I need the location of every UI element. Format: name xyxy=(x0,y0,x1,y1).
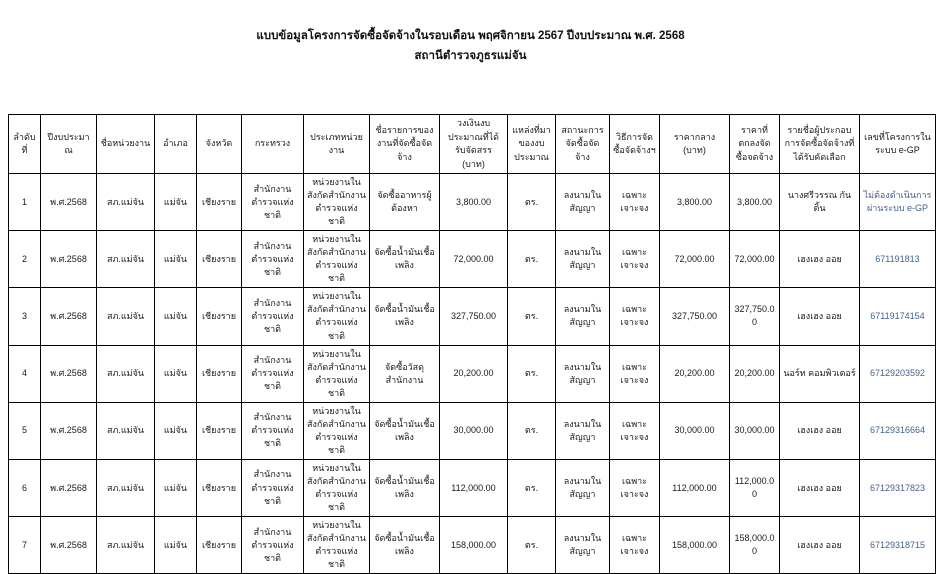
cell-seq: 6 xyxy=(9,459,41,516)
cell-budget-source: ตร. xyxy=(508,174,556,231)
document-title-line2: สถานีตำรวจภูธรแม่จัน xyxy=(414,50,527,63)
cell-budget-source: ตร. xyxy=(508,459,556,516)
cell-agency-name: สภ.แม่จัน xyxy=(97,517,155,574)
cell-province: เชียงราย xyxy=(197,231,242,288)
cell-median-price: 72,000.00 xyxy=(660,231,730,288)
cell-agency-type: หน่วยงานในสังกัดสำนักงานตำรวจแห่งชาติ xyxy=(304,459,370,516)
cell-ministry: สำนักงานตำรวจแห่งชาติ xyxy=(242,517,304,574)
cell-province: เชียงราย xyxy=(197,345,242,402)
procurement-table xyxy=(8,114,936,574)
cell-budget-amount: 112,000.00 xyxy=(440,459,508,516)
cell-method: เฉพาะเจาะจง xyxy=(610,459,660,516)
table-row xyxy=(9,517,936,574)
cell-item-name: จัดซื้ออาหารผู้ต้องหา xyxy=(370,174,440,231)
column-header-province: จังหวัด xyxy=(197,115,242,174)
cell-district: แม่จัน xyxy=(155,345,197,402)
column-header-fiscal-year: ปีงบประมาณ xyxy=(41,115,97,174)
cell-budget-source: ตร. xyxy=(508,402,556,459)
cell-agency-type: หน่วยงานในสังกัดสำนักงานตำรวจแห่งชาติ xyxy=(304,288,370,345)
cell-method: เฉพาะเจาะจง xyxy=(610,345,660,402)
cell-agency-type: หน่วยงานในสังกัดสำนักงานตำรวจแห่งชาติ xyxy=(304,402,370,459)
table-row xyxy=(9,288,936,345)
table-row xyxy=(9,174,936,231)
cell-ministry: สำนักงานตำรวจแห่งชาติ xyxy=(242,345,304,402)
cell-vendor-name: เฮงเฮง ออย xyxy=(780,459,860,516)
cell-agency-type: หน่วยงานในสังกัดสำนักงานตำรวจแห่งชาติ xyxy=(304,231,370,288)
cell-agency-name: สภ.แม่จัน xyxy=(97,402,155,459)
column-header-seq: ลำดับที่ xyxy=(9,115,41,174)
cell-district: แม่จัน xyxy=(155,517,197,574)
table-header xyxy=(9,115,936,174)
cell-status: ลงนามในสัญญา xyxy=(556,459,610,516)
cell-ministry: สำนักงานตำรวจแห่งชาติ xyxy=(242,231,304,288)
column-header-ministry: กระทรวง xyxy=(242,115,304,174)
cell-agency-type: หน่วยงานในสังกัดสำนักงานตำรวจแห่งชาติ xyxy=(304,345,370,402)
cell-egp-number: ไม่ต้องดำเนินการผ่านระบบ e-GP xyxy=(860,174,936,231)
cell-budget-amount: 20,200.00 xyxy=(440,345,508,402)
cell-agency-name: สภ.แม่จัน xyxy=(97,345,155,402)
cell-budget-source: ตร. xyxy=(508,288,556,345)
cell-province: เชียงราย xyxy=(197,402,242,459)
cell-agreed-price: 20,200.00 xyxy=(730,345,780,402)
cell-fiscal-year: พ.ศ.2568 xyxy=(41,231,97,288)
cell-budget-source: ตร. xyxy=(508,517,556,574)
cell-seq: 3 xyxy=(9,288,41,345)
cell-agreed-price: 327,750.00 xyxy=(730,288,780,345)
cell-fiscal-year: พ.ศ.2568 xyxy=(41,174,97,231)
cell-egp-number: 67129318715 xyxy=(860,517,936,574)
cell-agency-name: สภ.แม่จัน xyxy=(97,288,155,345)
cell-status: ลงนามในสัญญา xyxy=(556,517,610,574)
cell-agency-name: สภ.แม่จัน xyxy=(97,231,155,288)
cell-province: เชียงราย xyxy=(197,288,242,345)
cell-district: แม่จัน xyxy=(155,231,197,288)
cell-seq: 2 xyxy=(9,231,41,288)
column-header-district: อำเภอ xyxy=(155,115,197,174)
cell-ministry: สำนักงานตำรวจแห่งชาติ xyxy=(242,402,304,459)
cell-egp-number: 67129203592 xyxy=(860,345,936,402)
column-header-method: วิธีการจัดซื้อจัดจ้างฯ xyxy=(610,115,660,174)
cell-item-name: จัดซื้อน้ำมันเชื้อเพลิง xyxy=(370,231,440,288)
cell-budget-source: ตร. xyxy=(508,231,556,288)
cell-fiscal-year: พ.ศ.2568 xyxy=(41,517,97,574)
table-row xyxy=(9,231,936,288)
cell-agreed-price: 72,000.00 xyxy=(730,231,780,288)
table-row xyxy=(9,402,936,459)
cell-vendor-name: นางศรีวรรณ กันติ้น xyxy=(780,174,860,231)
cell-district: แม่จัน xyxy=(155,288,197,345)
cell-budget-source: ตร. xyxy=(508,345,556,402)
document-page xyxy=(0,26,941,570)
cell-egp-number: 671191813 xyxy=(860,231,936,288)
cell-vendor-name: เฮงเฮง ออย xyxy=(780,288,860,345)
cell-budget-amount: 327,750.00 xyxy=(440,288,508,345)
cell-fiscal-year: พ.ศ.2568 xyxy=(41,459,97,516)
cell-seq: 5 xyxy=(9,402,41,459)
cell-status: ลงนามในสัญญา xyxy=(556,231,610,288)
cell-seq: 7 xyxy=(9,517,41,574)
cell-budget-amount: 30,000.00 xyxy=(440,402,508,459)
cell-fiscal-year: พ.ศ.2568 xyxy=(41,288,97,345)
cell-egp-number: 67129317823 xyxy=(860,459,936,516)
cell-egp-number: 67129316664 xyxy=(860,402,936,459)
cell-median-price: 158,000.00 xyxy=(660,517,730,574)
cell-vendor-name: เฮงเฮง ออย xyxy=(780,231,860,288)
cell-agency-name: สภ.แม่จัน xyxy=(97,459,155,516)
cell-status: ลงนามในสัญญา xyxy=(556,402,610,459)
cell-median-price: 112,000.00 xyxy=(660,459,730,516)
cell-agreed-price: 112,000.00 xyxy=(730,459,780,516)
cell-method: เฉพาะเจาะจง xyxy=(610,174,660,231)
column-header-status: สถานะการจัดซื้อจัดจ้าง xyxy=(556,115,610,174)
cell-agency-name: สภ.แม่จัน xyxy=(97,174,155,231)
column-header-budget-amount: วงเงินงบประมาณที่ได้รับจัดสรร (บาท) xyxy=(440,115,508,174)
cell-item-name: จัดซื้อน้ำมันเชื้อเพลิง xyxy=(370,517,440,574)
cell-method: เฉพาะเจาะจง xyxy=(610,231,660,288)
column-header-vendor-name: รายชื่อผู้ประกอบการจัดซื้อจัดจ้างที่ได้รับคัดเลือก xyxy=(780,115,860,174)
cell-item-name: จัดซื้อวัสดุสำนักงาน xyxy=(370,345,440,402)
cell-median-price: 30,000.00 xyxy=(660,402,730,459)
cell-district: แม่จัน xyxy=(155,402,197,459)
cell-budget-amount: 3,800.00 xyxy=(440,174,508,231)
cell-ministry: สำนักงานตำรวจแห่งชาติ xyxy=(242,174,304,231)
cell-status: ลงนามในสัญญา xyxy=(556,174,610,231)
cell-seq: 4 xyxy=(9,345,41,402)
cell-agreed-price: 30,000.00 xyxy=(730,402,780,459)
cell-median-price: 327,750.00 xyxy=(660,288,730,345)
cell-budget-amount: 158,000.00 xyxy=(440,517,508,574)
column-header-agreed-price: ราคาที่ตกลงจัดซื้อจดจ้าง xyxy=(730,115,780,174)
cell-status: ลงนามในสัญญา xyxy=(556,345,610,402)
column-header-item-name: ชื่อรายการของงานที่จัดซื้อจัดจ้าง xyxy=(370,115,440,174)
column-header-median-price: ราคากลาง (บาท) xyxy=(660,115,730,174)
cell-method: เฉพาะเจาะจง xyxy=(610,402,660,459)
cell-fiscal-year: พ.ศ.2568 xyxy=(41,345,97,402)
table-header-row xyxy=(9,115,936,174)
cell-method: เฉพาะเจาะจง xyxy=(610,288,660,345)
cell-median-price: 3,800.00 xyxy=(660,174,730,231)
cell-ministry: สำนักงานตำรวจแห่งชาติ xyxy=(242,288,304,345)
cell-method: เฉพาะเจาะจง xyxy=(610,517,660,574)
cell-item-name: จัดซื้อน้ำมันเชื้อเพลิง xyxy=(370,459,440,516)
cell-province: เชียงราย xyxy=(197,174,242,231)
cell-item-name: จัดซื้อน้ำมันเชื้อเพลิง xyxy=(370,288,440,345)
cell-seq: 1 xyxy=(9,174,41,231)
cell-district: แม่จัน xyxy=(155,174,197,231)
cell-status: ลงนามในสัญญา xyxy=(556,288,610,345)
column-header-agency-type: ประเภทหน่วยงาน xyxy=(304,115,370,174)
cell-province: เชียงราย xyxy=(197,459,242,516)
table-row xyxy=(9,345,936,402)
cell-fiscal-year: พ.ศ.2568 xyxy=(41,402,97,459)
cell-item-name: จัดซื้อน้ำมันเชื้อเพลิง xyxy=(370,402,440,459)
cell-ministry: สำนักงานตำรวจแห่งชาติ xyxy=(242,459,304,516)
table-body xyxy=(9,174,936,574)
column-header-budget-source: แหล่งที่มาของงบประมาณ xyxy=(508,115,556,174)
cell-agreed-price: 3,800.00 xyxy=(730,174,780,231)
cell-median-price: 20,200.00 xyxy=(660,345,730,402)
cell-vendor-name: เฮงเฮง ออย xyxy=(780,402,860,459)
document-title xyxy=(0,26,941,66)
cell-agency-type: หน่วยงานในสังกัดสำนักงานตำรวจแห่งชาติ xyxy=(304,517,370,574)
cell-vendor-name: เฮงเฮง ออย xyxy=(780,517,860,574)
cell-agency-type: หน่วยงานในสังกัดสำนักงานตำรวจแห่งชาติ xyxy=(304,174,370,231)
document-title-line1: แบบข้อมูลโครงการจัดซื้อจัดจ้างในรอบเดือน พฤศจิกายน 2567 ปีงบประมาณ พ.ศ. 2568 xyxy=(256,30,685,42)
column-header-agency-name: ชื่อหน่วยงาน xyxy=(97,115,155,174)
cell-egp-number: 67119174154 xyxy=(860,288,936,345)
table-row xyxy=(9,459,936,516)
cell-budget-amount: 72,000.00 xyxy=(440,231,508,288)
cell-district: แม่จัน xyxy=(155,459,197,516)
cell-vendor-name: นอร์ท คอมพิวเตอร์ xyxy=(780,345,860,402)
cell-agreed-price: 158,000.00 xyxy=(730,517,780,574)
column-header-egp-number: เลขที่โครงการในระบบ e-GP xyxy=(860,115,936,174)
cell-province: เชียงราย xyxy=(197,517,242,574)
